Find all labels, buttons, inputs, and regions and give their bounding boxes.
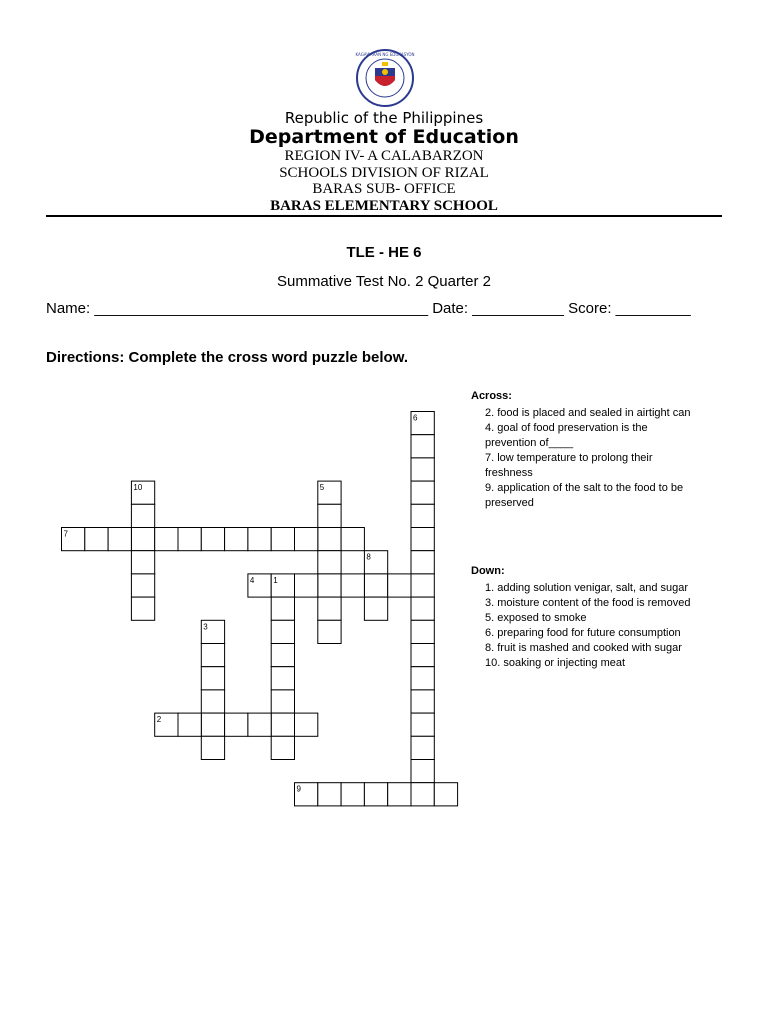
clue-number-5: 5: [319, 483, 325, 493]
crossword-cell[interactable]: [318, 528, 341, 551]
region-line: REGION IV- A CALABARZON: [284, 148, 484, 164]
crossword-cell[interactable]: [295, 713, 318, 736]
clue-number-7: 7: [63, 529, 68, 539]
crossword-cell[interactable]: [411, 597, 434, 620]
crossword-cell[interactable]: [271, 713, 294, 736]
crossword-cell[interactable]: [388, 783, 411, 806]
crossword-cell[interactable]: [388, 574, 411, 597]
crossword-cell[interactable]: [271, 528, 294, 551]
crossword-cell[interactable]: [178, 713, 201, 736]
crossword-cell[interactable]: [201, 528, 224, 551]
crossword-cell[interactable]: [411, 667, 434, 690]
department-heading: Department of Education: [249, 126, 519, 148]
crossword-cell[interactable]: [201, 736, 224, 759]
crossword-cell[interactable]: [201, 713, 224, 736]
crossword-cell[interactable]: [225, 528, 248, 551]
crossword-cell[interactable]: [411, 736, 434, 759]
crossword-cell[interactable]: [85, 528, 108, 551]
clue-down-8: 8. fruit is mashed and cooked with sugar: [485, 642, 682, 654]
crossword-cell[interactable]: [364, 597, 387, 620]
crossword-cell[interactable]: [108, 528, 131, 551]
svg-text:KAGAWARAN NG EDUKASYON: KAGAWARAN NG EDUKASYON: [355, 52, 415, 57]
crossword-cell[interactable]: [411, 783, 434, 806]
crossword-cell[interactable]: [364, 574, 387, 597]
crossword-cell[interactable]: [411, 504, 434, 527]
crossword-cell[interactable]: [341, 783, 364, 806]
clue-number-10: 10: [133, 483, 143, 493]
crossword-cell[interactable]: [318, 597, 341, 620]
crossword-cell[interactable]: [341, 574, 364, 597]
crossword-cell[interactable]: [364, 783, 387, 806]
crossword-cell[interactable]: [318, 504, 341, 527]
clue-down-10: 10. soaking or injecting meat: [485, 657, 626, 669]
crossword-cell[interactable]: [248, 528, 271, 551]
crossword-cell[interactable]: [411, 574, 434, 597]
clue-number-4: 4: [249, 575, 255, 585]
clue-number-2: 2: [156, 715, 162, 725]
crossword-cell[interactable]: [295, 574, 318, 597]
crossword-cell[interactable]: [201, 644, 224, 667]
down-clues: [471, 564, 741, 671]
crossword-cell[interactable]: [411, 644, 434, 667]
clue-number-3: 3: [203, 622, 208, 632]
name-date-score-line[interactable]: Name: ________________________________________ Date: ___________ Score: _________: [46, 300, 691, 317]
clue-across-9: 9. application of the salt to the food to be: [485, 482, 684, 494]
crossword-cell[interactable]: [271, 667, 294, 690]
clue-number-8: 8: [366, 552, 371, 562]
clue-across-7-cont: freshness: [485, 467, 533, 479]
clue-across-4: 4. goal of food preservation is the: [485, 422, 648, 434]
crossword-cell[interactable]: [271, 690, 294, 713]
clue-across-2: 2. food is placed and sealed in airtight can: [485, 407, 691, 419]
clue-across-4-cont: prevention of____: [485, 437, 574, 449]
crossword-cell[interactable]: [411, 690, 434, 713]
crossword-cell[interactable]: [295, 528, 318, 551]
crossword-cell[interactable]: [318, 620, 341, 643]
clue-number-1: 1: [273, 575, 278, 585]
crossword-cell[interactable]: [318, 551, 341, 574]
clue-number-6: 6: [413, 413, 418, 423]
crossword-cell[interactable]: [271, 597, 294, 620]
crossword-cell[interactable]: [411, 458, 434, 481]
crossword-cell[interactable]: [178, 528, 201, 551]
crossword-cell[interactable]: [341, 528, 364, 551]
crossword-cell[interactable]: [201, 667, 224, 690]
crossword-cell[interactable]: [318, 783, 341, 806]
crossword-cell[interactable]: [271, 736, 294, 759]
across-clues: [471, 389, 741, 511]
crossword-cell[interactable]: [411, 528, 434, 551]
crossword-cell[interactable]: [434, 783, 457, 806]
across-label: Across:: [471, 390, 512, 402]
crossword-cell[interactable]: [411, 551, 434, 574]
clue-number-9: 9: [296, 784, 301, 794]
crossword-cell[interactable]: [271, 620, 294, 643]
clue-across-7: 7. low temperature to prolong their: [485, 452, 653, 464]
crossword-cell[interactable]: [131, 597, 154, 620]
crossword-cell[interactable]: [411, 435, 434, 458]
crossword-cell[interactable]: [225, 713, 248, 736]
crossword-cell[interactable]: [131, 551, 154, 574]
school-name: BARAS ELEMENTARY SCHOOL: [270, 198, 498, 214]
crossword-cell[interactable]: [131, 528, 154, 551]
crossword-cell[interactable]: [411, 760, 434, 783]
crossword-cell[interactable]: [411, 713, 434, 736]
crossword-cell[interactable]: [318, 574, 341, 597]
clue-across-9-cont: preserved: [485, 497, 534, 509]
directions-text: Directions: Complete the cross word puzzle below.: [46, 349, 408, 366]
subject-title: TLE - HE 6: [346, 244, 422, 261]
division-line: SCHOOLS DIVISION OF RIZAL: [279, 165, 489, 181]
clue-down-3: 3. moisture content of the food is removed: [485, 597, 691, 609]
crossword-cell[interactable]: [131, 504, 154, 527]
down-label: Down:: [471, 565, 505, 577]
suboffice-line: BARAS SUB- OFFICE: [312, 181, 456, 197]
crossword-cell[interactable]: [201, 690, 224, 713]
clue-down-1: 1. adding solution venigar, salt, and sugar: [485, 582, 689, 594]
crossword-cell[interactable]: [155, 528, 178, 551]
crossword-cell[interactable]: [248, 713, 271, 736]
clue-down-6: 6. preparing food for future consumption: [485, 627, 681, 639]
crossword-cell[interactable]: [411, 620, 434, 643]
test-title: Summative Test No. 2 Quarter 2: [277, 273, 491, 290]
republic-heading: Republic of the Philippines: [284, 109, 484, 127]
clue-down-5: 5. exposed to smoke: [485, 612, 587, 624]
crossword-cell[interactable]: [411, 481, 434, 504]
crossword-cell[interactable]: [271, 644, 294, 667]
crossword-cell[interactable]: [131, 574, 154, 597]
